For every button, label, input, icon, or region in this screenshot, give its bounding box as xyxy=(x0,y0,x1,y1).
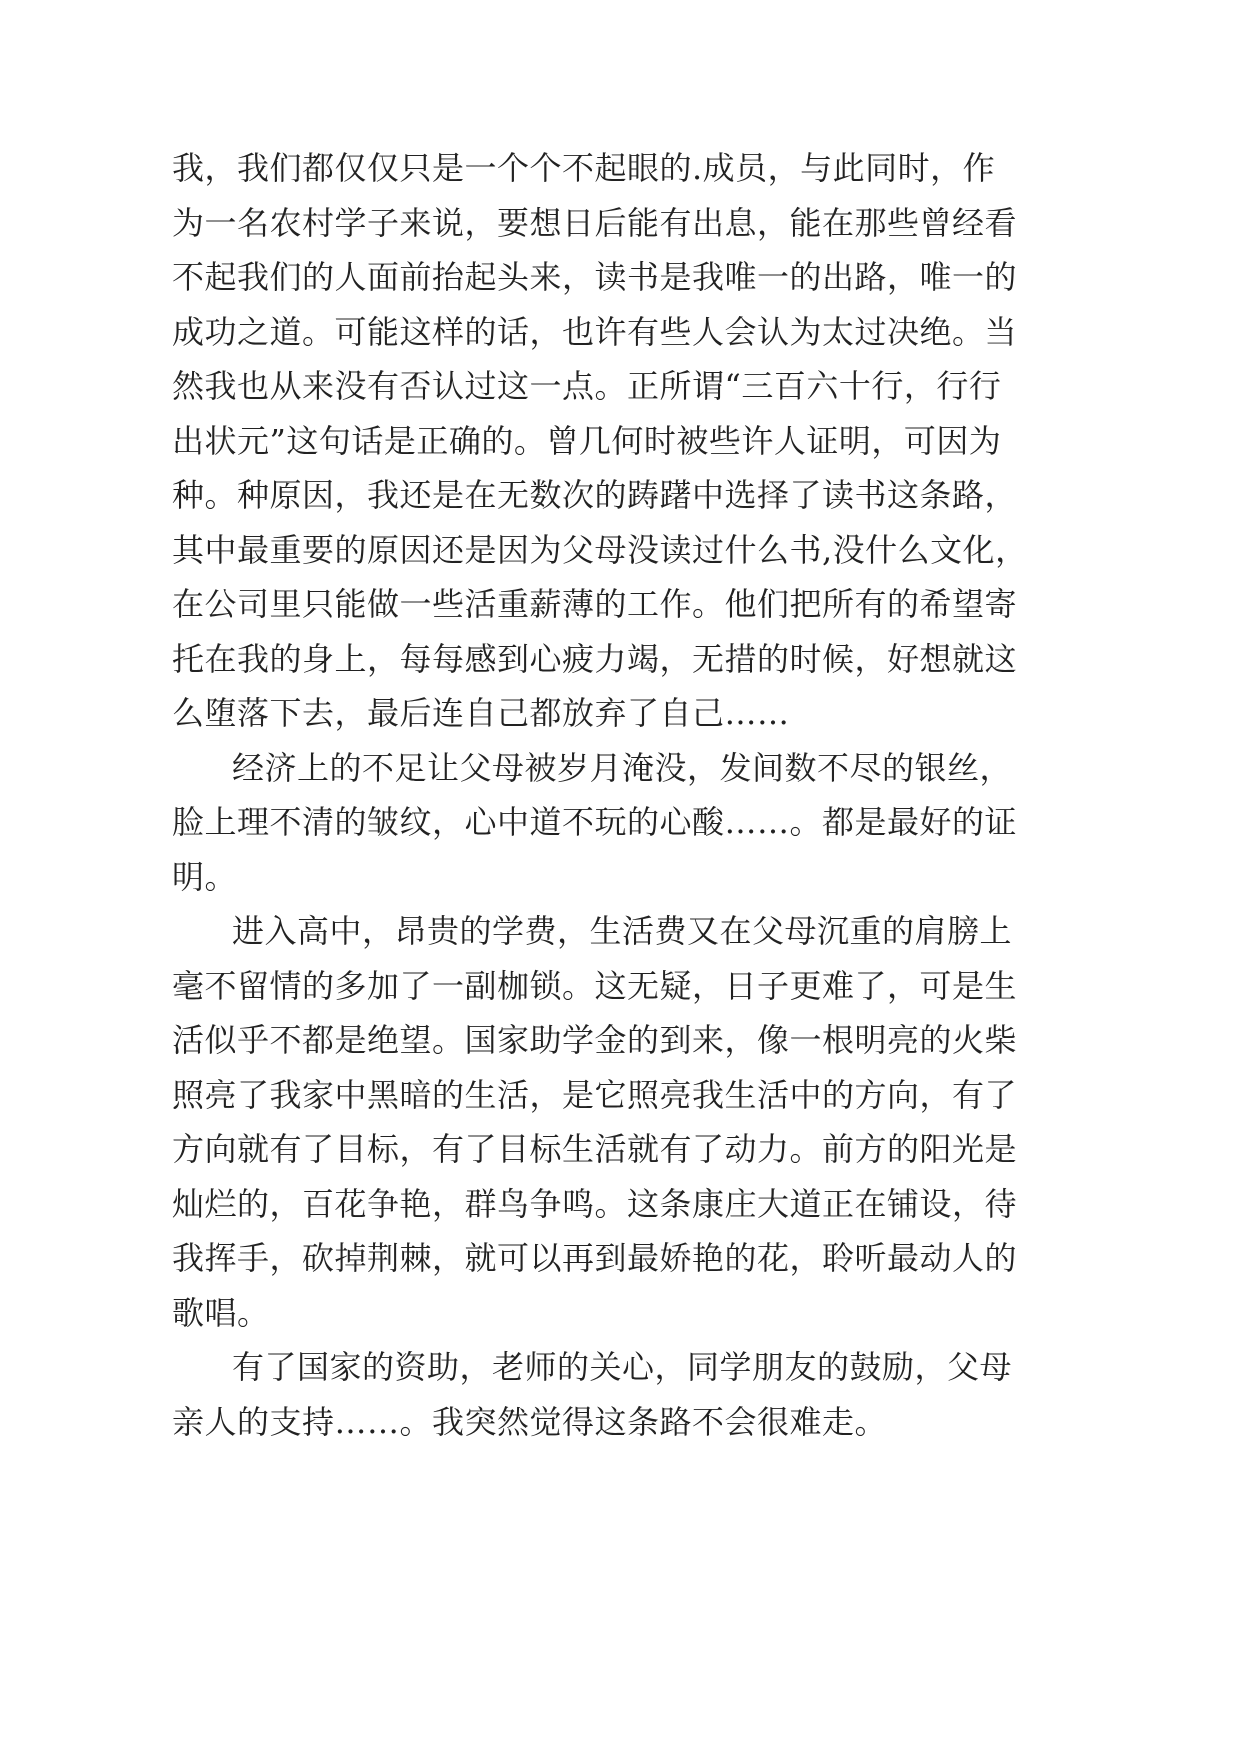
text-line: 出状元”这句话是正确的。曾几何时被些许人证明，可因为 xyxy=(172,422,1002,460)
text-line: 不起我们的人面前抬起头来，读书是我唯一的出路，唯一的 xyxy=(172,258,1018,296)
paragraph-first-line: 有了国家的资助，老师的关心，同学朋友的鼓励，父母 xyxy=(232,1348,1013,1386)
text-line: 为一名农村学子来说，要想日后能有出息，能在那些曾经看 xyxy=(172,204,1018,242)
text-line: 亲人的支持……。我突然觉得这条路不会很难走。 xyxy=(172,1403,888,1441)
text-line: 明。 xyxy=(172,858,238,896)
text-line: 脸上理不清的皱纹，心中道不玩的心酸……。都是最好的证 xyxy=(172,803,1018,841)
text-line: 么堕落下去，最后连自己都放弃了自己…… xyxy=(172,694,790,732)
text-line: 在公司里只能做一些活重薪薄的工作。他们把所有的希望寄 xyxy=(172,585,1018,623)
text-line: 灿烂的，百花争艳，群鸟争鸣。这条康庄大道正在铺设，待 xyxy=(172,1185,1018,1223)
text-line: 照亮了我家中黑暗的生活，是它照亮我生活中的方向，有了 xyxy=(172,1076,1018,1114)
text-line: 种。种原因，我还是在无数次的踌躇中选择了读书这条路， xyxy=(172,476,1018,514)
paragraph-first-line: 进入高中，昂贵的学费，生活费又在父母沉重的肩膀上 xyxy=(232,912,1013,950)
text-line: 歌唱。 xyxy=(172,1294,270,1332)
text-line: 托在我的身上，每每感到心疲力竭，无措的时候，好想就这 xyxy=(172,640,1018,678)
paragraph-first-line: 经济上的不足让父母被岁月淹没，发间数不尽的银丝， xyxy=(232,749,1013,787)
text-line: 活似乎不都是绝望。国家助学金的到来，像一根明亮的火柴 xyxy=(172,1021,1018,1059)
text-line: 我，我们都仅仅只是一个个不起眼的.成员，与此同时，作 xyxy=(172,149,996,187)
text-line: 其中最重要的原因还是因为父母没读过什么书,没什么文化， xyxy=(172,531,1028,569)
text-line: 毫不留情的多加了一副枷锁。这无疑，日子更难了，可是生 xyxy=(172,967,1018,1005)
text-line: 成功之道。可能这样的话，也许有些人会认为太过决绝。当 xyxy=(172,313,1018,351)
text-line: 我挥手，砍掉荆棘，就可以再到最娇艳的花，聆听最动人的 xyxy=(172,1239,1018,1277)
text-line: 方向就有了目标，有了目标生活就有了动力。前方的阳光是 xyxy=(172,1130,1018,1168)
text-line: 然我也从来没有否认过这一点。正所谓“三百六十行，行行 xyxy=(172,367,1002,405)
